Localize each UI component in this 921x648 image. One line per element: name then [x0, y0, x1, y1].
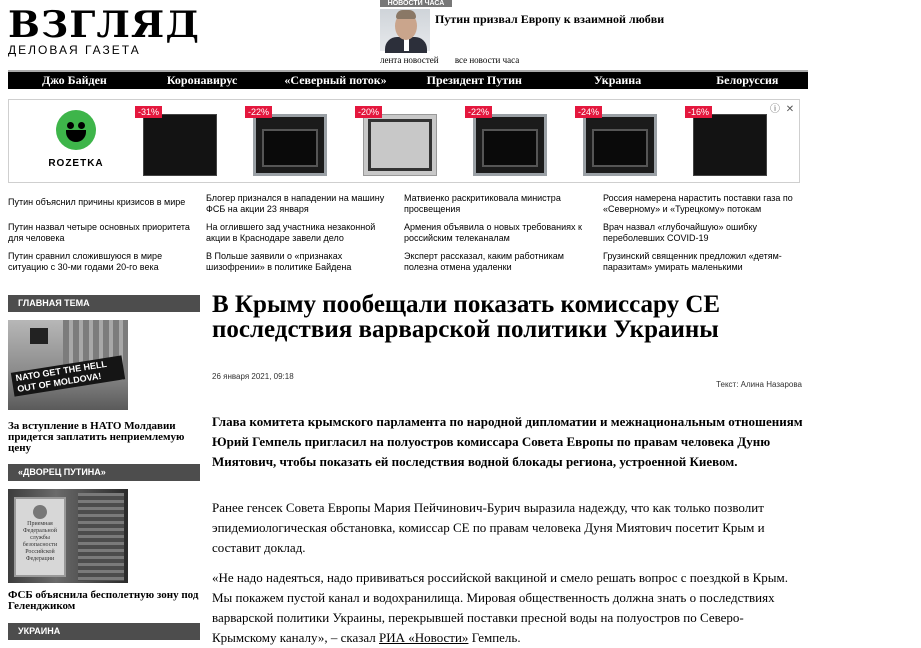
news-links [380, 55, 533, 65]
rozetka-logo[interactable] [37, 110, 115, 174]
cooktop-image [143, 114, 217, 176]
section-header-ukraine[interactable]: УКРАИНА [8, 623, 200, 640]
ad-product[interactable] [355, 106, 435, 178]
protest-photo[interactable] [8, 320, 128, 410]
paragraph-text: Гемпель. [468, 630, 521, 645]
ad-banner[interactable] [8, 99, 800, 183]
nav-item-belarus[interactable]: Белоруссия [716, 73, 779, 87]
discount-badge: -22% [465, 106, 492, 118]
ad-product[interactable] [575, 106, 655, 178]
discount-badge: -22% [245, 106, 272, 118]
headline-link[interactable]: Эксперт рассказал, каким работникам полезна отмена удаленки [404, 251, 564, 272]
paragraph-text: «Не надо надеяться, надо прививаться российской вакциной и смело решать вопрос с поездкой в Крым. Мы покажем пустой канал и водохранилища. Мировая общественность должна знать о последствиях варварской политики Украины, перекрывшей поставки пресной воды на полуостров по Северо-Крымскому каналу», – сказал [212, 570, 788, 645]
oven-image [473, 114, 547, 176]
headline-link[interactable]: Путин сравнил сложившуюся в мире ситуацию с 30-ми годами 20-го века [8, 251, 163, 272]
cooktop-image [693, 114, 767, 176]
info-icon[interactable]: ⓘ [770, 104, 780, 115]
all-hour-news-link[interactable]: все новости часа [454, 55, 520, 65]
headline-link[interactable]: Россия намерена нарастить поставки газа по «Северному» и «Турецкому» потокам [603, 193, 793, 214]
discount-badge: -31% [135, 106, 162, 118]
nav-item-coronavirus[interactable]: Коронавирус [166, 73, 238, 87]
plate-text: Приемная Федеральной службы безопасности Российской Федерации [22, 521, 58, 562]
nav-item-ukraine[interactable]: Украина [593, 73, 642, 87]
headline-link[interactable]: Грузинский священник предложил «детям-паразитам» умирать маленькими [603, 251, 782, 272]
nav-item-nord-stream[interactable]: «Северный поток» [284, 73, 387, 87]
ad-product[interactable] [135, 106, 215, 178]
discount-badge: -24% [575, 106, 602, 118]
ad-product[interactable] [685, 106, 765, 178]
headline-link[interactable]: Путин объяснил причины кризисов в мире [8, 197, 186, 207]
headline-link[interactable]: Путин назвал четыре основных приоритета для человека [8, 222, 190, 243]
article-paragraph [212, 568, 806, 648]
gas-hob-image [363, 114, 437, 176]
headline-link[interactable]: На оглившего зад участника незаконной акции в Краснодаре завели дело [206, 222, 376, 243]
headline-link[interactable]: Армения объявила о новых требованиях к российским телеканалам [404, 222, 582, 243]
logo-title: ВЗГЛЯД [8, 4, 200, 46]
protest-banner: NATO GET THE HELL OUT OF MOLDOVA! [11, 355, 125, 396]
top-news-headline[interactable]: Путин призвал Европу к взаимной любви [435, 12, 665, 26]
headline-link[interactable]: Врач назвал «глубочайшую» ошибку переболевших COVID-19 [603, 222, 757, 243]
main-nav [8, 70, 921, 89]
discount-badge: -16% [685, 106, 712, 118]
ad-brand: ROZETKA [48, 158, 104, 169]
close-icon[interactable]: ✕ [785, 104, 795, 115]
article-title: В Крыму пообещали показать комиссару СЕ последствия варварской политики Украины [212, 291, 721, 343]
oven-image [583, 114, 657, 176]
section-header-putin-palace[interactable]: «ДВОРЕЦ ПУТИНА» [8, 464, 200, 481]
ad-product[interactable] [245, 106, 325, 178]
sidebar-story-caption[interactable]: За вступление в НАТО Молдавии придется заплатить неприемлемую цену [8, 420, 185, 454]
smiley-icon [56, 110, 96, 150]
headline-link[interactable]: Блогер признался в нападении на машину ФСБ на акции 23 января [206, 193, 385, 214]
nav-item-biden[interactable]: Джо Байден [42, 73, 107, 87]
headline-link[interactable]: В Польше заявили о «признаках шизофрении» в политике Байдена [206, 251, 352, 272]
logo-subtitle: ДЕЛОВАЯ ГАЗЕТА [8, 43, 141, 57]
ria-novosti-link[interactable]: РИА «Новости» [379, 630, 469, 645]
top-news-thumbnail[interactable] [380, 9, 430, 51]
article-paragraph: Ранее генсек Совета Европы Мария Пейчинович-Бурич выразила надежду, что как только позволит эпидемиологическая обстановка, комиссар СЕ по правам человека Дуня Миятович посетит Крым и составит доклад. [212, 500, 765, 555]
fsb-photo[interactable] [8, 489, 128, 583]
headline-link[interactable]: Матвиенко раскритиковала министра просвещения [404, 193, 561, 214]
fsb-plate [14, 497, 66, 577]
oven-image [253, 114, 327, 176]
news-feed-link[interactable]: лента новостей [380, 55, 439, 65]
hour-news-label: НОВОСТИ ЧАСА [380, 0, 452, 7]
nav-item-karabakh[interactable]: Нагорный Карабах [816, 73, 921, 87]
section-header-main-topic[interactable]: ГЛАВНАЯ ТЕМА [8, 295, 200, 312]
article-lead: Глава комитета крымского парламента по народной дипломатии и межнациональным отношениям Юрий Гемпель пригласил на полуостров комиссара Совета Европы по правам человека Дуню Миятович, чтобы показать ей последствия водной блокады региона, устроенной Киевом. [212, 414, 803, 469]
article-author: Текст: Алина Назарова [716, 380, 802, 389]
emblem-icon [33, 505, 47, 519]
nav-item-putin[interactable]: Президент Путин [426, 73, 522, 87]
sidebar-story-caption[interactable]: ФСБ объяснила бесполетную зону под Геленджиком [8, 589, 199, 612]
article-date: 26 января 2021, 09:18 [212, 372, 294, 381]
site-logo[interactable] [8, 4, 200, 57]
discount-badge: -20% [355, 106, 382, 118]
ad-product[interactable] [465, 106, 545, 178]
